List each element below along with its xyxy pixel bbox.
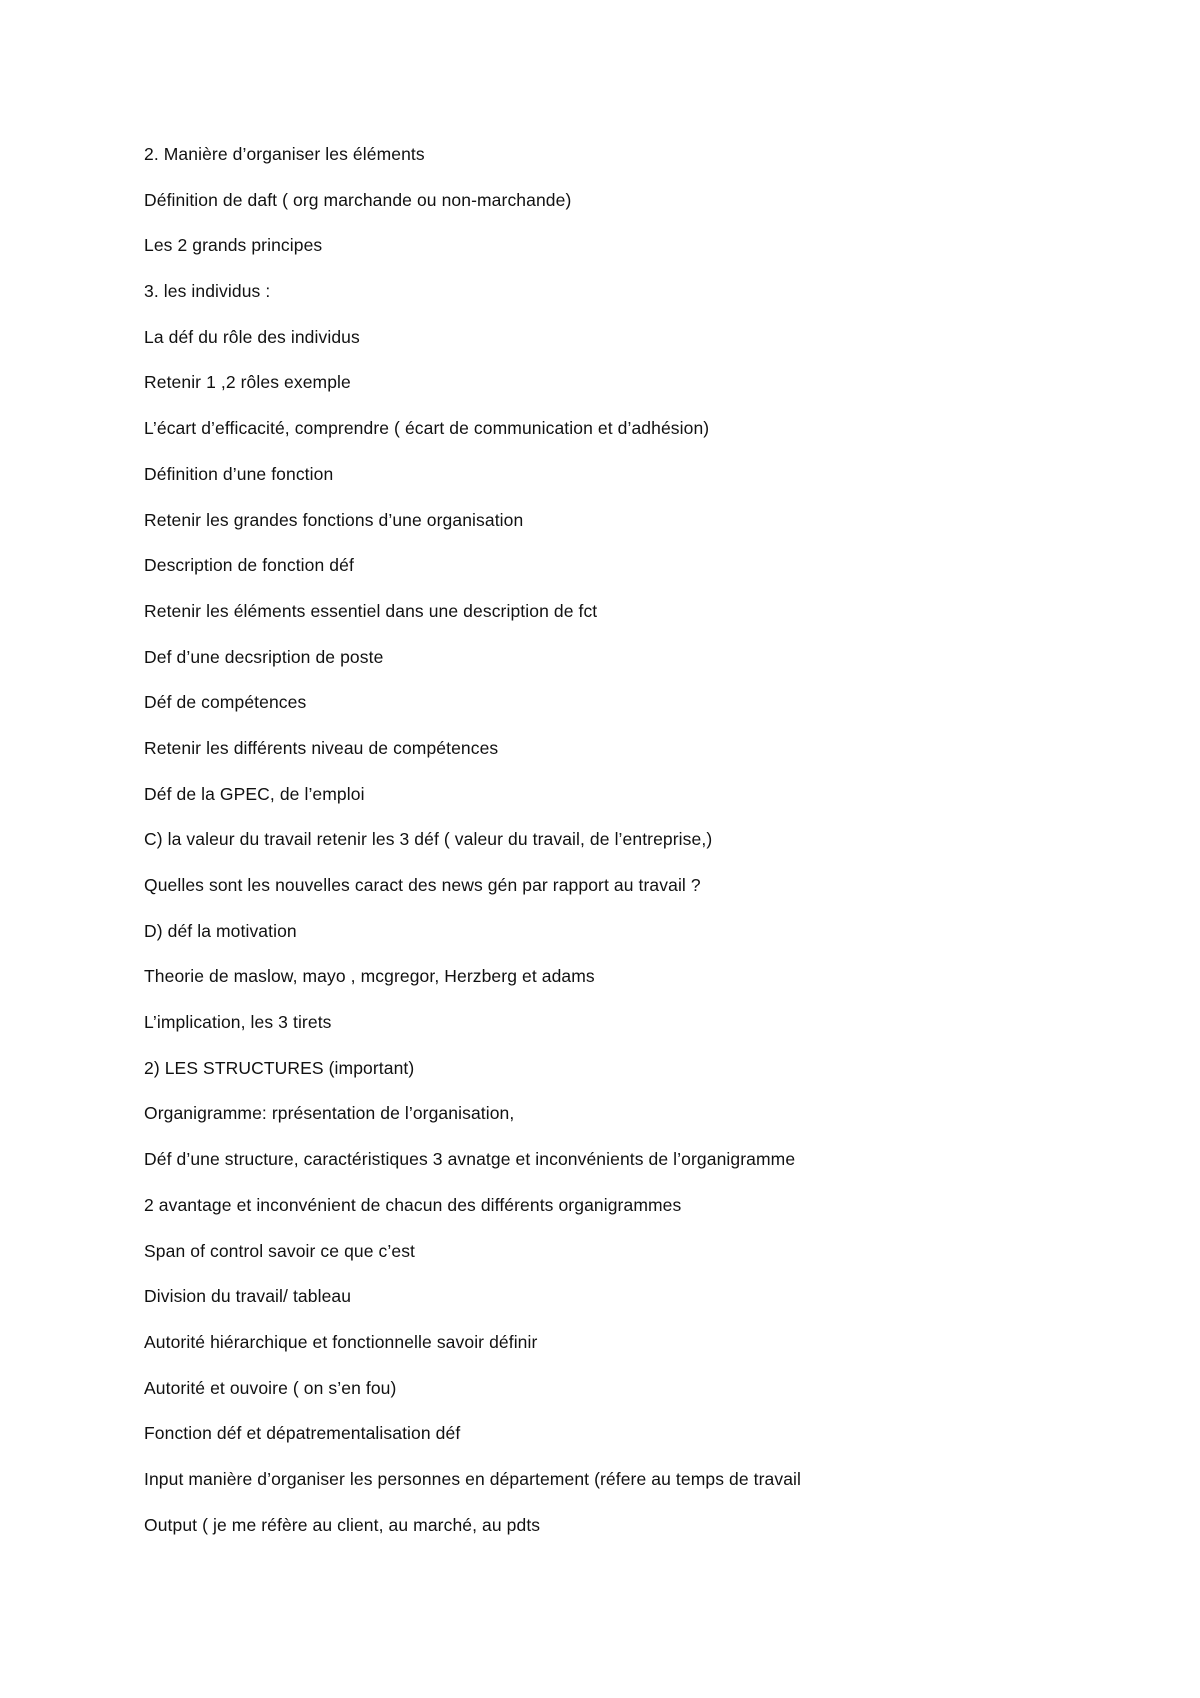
- text-line: Theorie de maslow, mayo , mcgregor, Herzberg et adams: [144, 966, 595, 987]
- text-line: Span of control savoir ce que c’est: [144, 1240, 416, 1261]
- text-line: Déf d’une structure, caractéristiques 3 avnatge et inconvénients de l’organigramme: [144, 1149, 796, 1170]
- text-line: Def d’une decsription de poste: [144, 646, 384, 667]
- text-line: La déf du rôle des individus: [144, 326, 360, 347]
- text-line: Déf de la GPEC, de l’emploi: [144, 783, 365, 804]
- text-line: Les 2 grands principes: [144, 235, 323, 256]
- text-line: Définition d’une fonction: [144, 463, 334, 484]
- text-line: Autorité hiérarchique et fonctionnelle savoir définir: [144, 1331, 538, 1352]
- document-body: [144, 143, 1144, 1559]
- text-line: 2) LES STRUCTURES (important): [144, 1057, 415, 1078]
- text-line: 3. les individus :: [144, 281, 271, 302]
- text-line: Retenir les différents niveau de compétences: [144, 737, 499, 758]
- text-line: C) la valeur du travail retenir les 3 déf ( valeur du travail, de l’entreprise,): [144, 829, 713, 850]
- text-line: L’écart d’efficacité, comprendre ( écart de communication et d’adhésion): [144, 418, 710, 439]
- text-line: Organigramme: rprésentation de l’organisation,: [144, 1103, 515, 1124]
- text-line: Output ( je me réfère au client, au marché, au pdts: [144, 1514, 541, 1535]
- text-line: Fonction déf et dépatrementalisation déf: [144, 1423, 461, 1444]
- text-line: 2 avantage et inconvénient de chacun des différents organigrammes: [144, 1194, 682, 1215]
- text-line: Quelles sont les nouvelles caract des news gén par rapport au travail ?: [144, 875, 701, 895]
- text-line: Autorité et ouvoire ( on s’en fou): [144, 1377, 397, 1398]
- text-line: Définition de daft ( org marchande ou non-marchande): [144, 189, 572, 210]
- text-line: Retenir les grandes fonctions d’une organisation: [144, 509, 524, 530]
- text-line: Déf de compétences: [144, 692, 307, 713]
- text-line: D) déf la motivation: [144, 920, 297, 941]
- text-line: Description de fonction déf: [144, 555, 354, 576]
- text-line: Division du travail/ tableau: [144, 1286, 352, 1307]
- text-line: Retenir les éléments essentiel dans une description de fct: [144, 600, 598, 621]
- text-line: Input manière d’organiser les personnes en département (réfere au temps de travail: [144, 1468, 802, 1489]
- text-line: L’implication, les 3 tirets: [144, 1012, 332, 1033]
- text-line: 2. Manière d’organiser les éléments: [144, 144, 425, 164]
- text-line: Retenir 1 ,2 rôles exemple: [144, 372, 351, 393]
